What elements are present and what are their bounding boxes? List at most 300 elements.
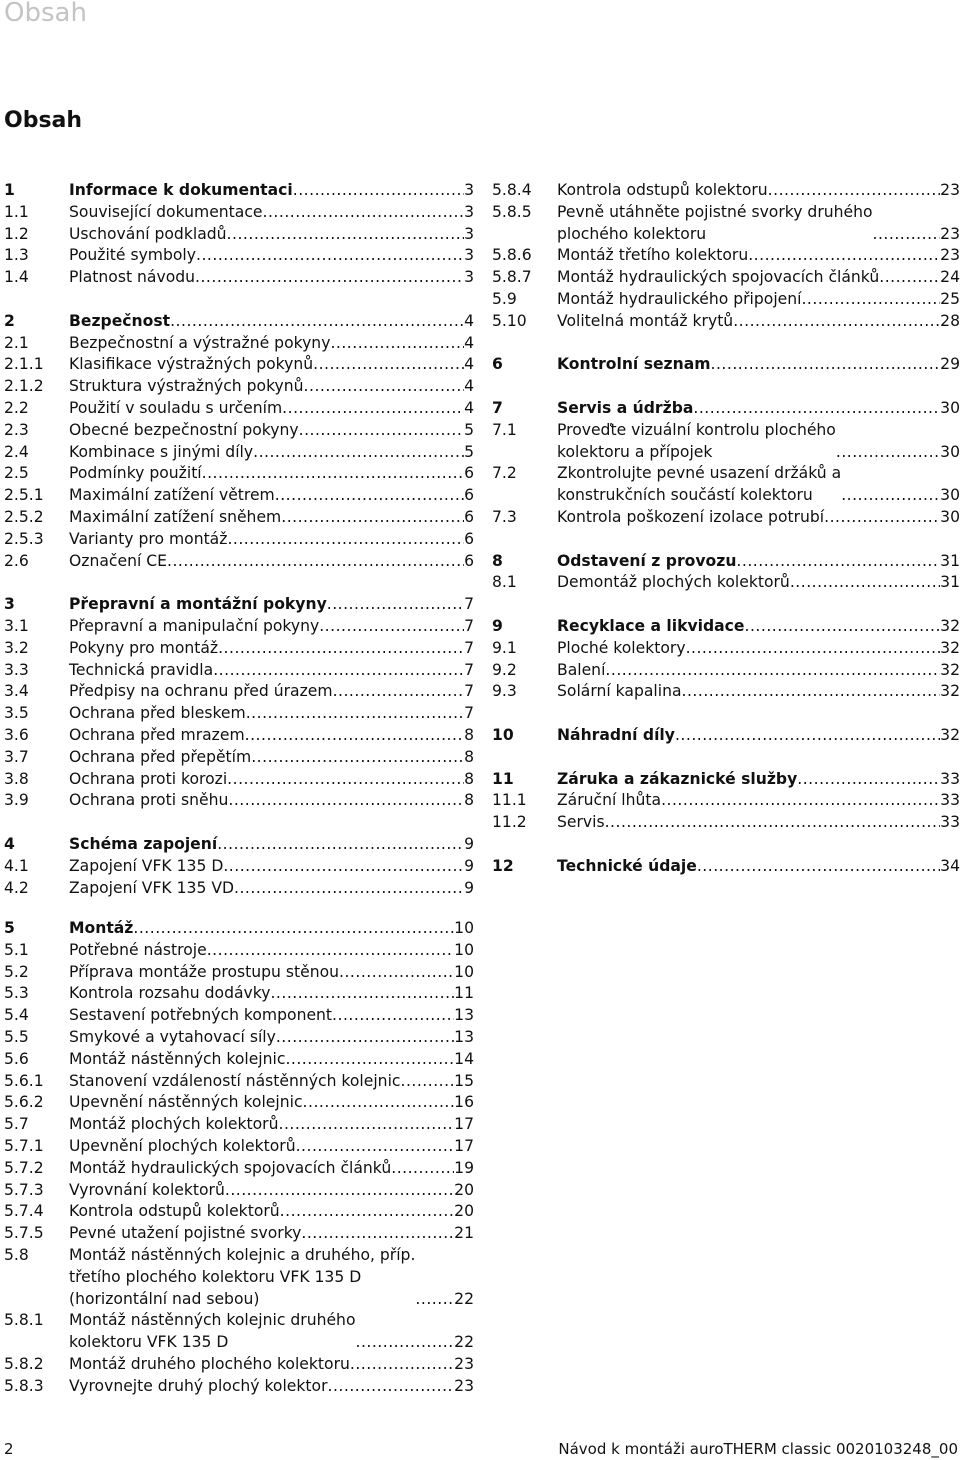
toc-entry[interactable]	[4, 616, 474, 638]
toc-entry-body	[69, 725, 474, 747]
toc-column-left-lower	[4, 918, 474, 1398]
toc-entry-number: 5.4	[4, 1006, 29, 1025]
toc-entry-body	[69, 1027, 474, 1049]
dot-leader	[313, 354, 464, 376]
toc-entry[interactable]	[4, 267, 474, 289]
toc-entry-page: 7	[464, 638, 474, 657]
toc-entry[interactable]	[492, 180, 960, 202]
toc-entry-title: Technické údaje	[557, 856, 697, 875]
toc-entry-number: 7	[492, 398, 503, 417]
toc-entry[interactable]	[4, 1136, 474, 1158]
toc-entry-page: 22	[454, 1333, 474, 1352]
toc-entry[interactable]	[4, 1201, 474, 1223]
toc-entry-number: 9.2	[492, 660, 517, 679]
dot-leader	[873, 224, 941, 246]
toc-entry-page: 6	[464, 529, 474, 548]
toc-entry-page: 10	[454, 940, 474, 959]
toc-entry-page: 23	[940, 181, 960, 199]
toc-entry-body	[557, 398, 960, 420]
toc-entry-page: 3	[464, 181, 474, 199]
toc-entry-number: 10	[492, 725, 514, 744]
toc-entry[interactable]	[4, 1114, 474, 1136]
toc-entry-title: Přepravní a manipulační pokyny	[69, 616, 320, 635]
dot-leader	[711, 354, 941, 376]
toc-entry[interactable]	[492, 572, 960, 594]
toc-entry-number: 2.3	[4, 420, 29, 439]
toc-entry-body	[69, 267, 474, 289]
toc-entry-number: 3	[4, 595, 15, 614]
toc-entry-number: 5.2	[4, 962, 29, 981]
toc-entry-number: 5.7.5	[4, 1224, 44, 1243]
toc-entry-number: 1.2	[4, 224, 29, 243]
dot-leader	[234, 878, 464, 900]
toc-entry-page: 29	[940, 355, 960, 374]
toc-entry-number: 1.4	[4, 268, 29, 287]
toc-entry-number: 5.8.2	[4, 1354, 44, 1373]
toc-entry-title: Zapojení VFK 135 D	[69, 856, 224, 875]
toc-entry-title: Ochrana před mrazem	[69, 725, 245, 744]
toc-entry-title: Montáž hydraulických spojovacích článků	[557, 268, 880, 287]
toc-entry-page: 9	[464, 834, 474, 853]
toc-entry[interactable]	[4, 962, 474, 984]
toc-entry-page: 8	[464, 791, 474, 810]
toc-entry-number: 2.5	[4, 464, 29, 483]
toc-entry-number: 2.5.3	[4, 529, 44, 548]
toc-entry-number: 5.5	[4, 1027, 29, 1046]
toc-entry-number: 2	[4, 311, 15, 330]
toc-entry[interactable]	[4, 442, 474, 464]
toc-entry-body	[69, 180, 474, 202]
toc-entry-number: 6	[492, 355, 503, 374]
toc-entry-body	[557, 311, 960, 333]
toc-entry-body	[557, 660, 960, 682]
toc-entry-title: Obecné bezpečnostní pokyny	[69, 420, 299, 439]
toc-entry-body	[557, 681, 960, 703]
toc-chapter-entry[interactable]	[492, 856, 960, 878]
toc-entry[interactable]	[4, 983, 474, 1005]
toc-entry-page: 9	[464, 878, 474, 897]
dot-leader	[296, 1136, 455, 1158]
toc-entry[interactable]	[4, 507, 474, 529]
toc-entry-title: Záruka a zákaznické služby	[557, 769, 798, 788]
toc-entry[interactable]	[4, 1376, 474, 1398]
toc-entry-page: 7	[464, 660, 474, 679]
toc-entry-number: 5.6.1	[4, 1071, 44, 1090]
toc-entry-page: 24	[940, 268, 960, 287]
toc-entry[interactable]	[4, 398, 474, 420]
toc-entry-title: Ochrana před přepětím	[69, 747, 252, 766]
toc-entry-title: Proveďte vizuální kontrolu plochého kolektoru a přípojek	[557, 420, 836, 461]
toc-entry-title: Servis	[557, 813, 605, 832]
dot-leader	[253, 442, 464, 464]
toc-entry-body	[69, 442, 474, 464]
toc-column-left	[4, 180, 474, 899]
toc-entry-title: Zapojení VFK 135 VD	[69, 878, 234, 897]
toc-entry[interactable]	[492, 245, 960, 267]
toc-chapter-entry[interactable]	[492, 398, 960, 420]
toc-entry[interactable]	[4, 1027, 474, 1049]
dot-leader	[733, 311, 940, 333]
dot-leader	[227, 769, 464, 791]
toc-entry-body	[69, 660, 474, 682]
toc-entry-number: 5.7	[4, 1115, 29, 1134]
toc-entry[interactable]	[4, 790, 474, 812]
toc-entry-page: 5	[464, 442, 474, 461]
toc-entry[interactable]	[4, 485, 474, 507]
toc-entry-title: Náhradní díly	[557, 725, 675, 744]
toc-entry-body	[69, 703, 474, 725]
toc-entry-body	[69, 398, 474, 420]
toc-entry-body	[69, 463, 474, 485]
toc-entry[interactable]	[492, 289, 960, 311]
toc-entry-number: 3.8	[4, 769, 29, 788]
toc-entry[interactable]	[4, 224, 474, 246]
dot-leader	[327, 594, 464, 616]
toc-entry-number: 5.7.1	[4, 1136, 44, 1155]
toc-entry-title: Kontrola rozsahu dodávky	[69, 984, 271, 1003]
toc-entry-page: 4	[464, 398, 474, 417]
toc-entry-number: 2.5.2	[4, 507, 44, 526]
toc-entry-title: Montáž	[69, 919, 134, 937]
toc-entry-page: 32	[940, 725, 960, 744]
toc-entry-body	[69, 983, 474, 1005]
toc-entry-page: 31	[940, 551, 960, 570]
toc-entry-body	[69, 1049, 474, 1071]
toc-entry-title: Technická pravidla	[69, 660, 214, 679]
toc-entry-page: 14	[454, 1049, 474, 1068]
toc-entry-body	[557, 245, 960, 267]
toc-entry-body	[69, 962, 474, 984]
toc-entry[interactable]	[4, 354, 474, 376]
toc-entry-title: Servis a údržba	[557, 398, 694, 417]
dot-leader	[697, 856, 940, 878]
toc-entry-body	[69, 529, 474, 551]
dot-leader	[391, 1158, 454, 1180]
toc-entry-number: 2.1.1	[4, 355, 44, 374]
toc-entry-body	[69, 856, 474, 878]
toc-entry[interactable]	[4, 703, 474, 725]
toc-entry-title: Uschování podkladů	[69, 224, 227, 243]
toc-entry-number: 7.2	[492, 464, 517, 483]
toc-entry-page: 33	[940, 813, 960, 832]
dot-leader	[304, 376, 465, 398]
toc-entry-body	[557, 507, 960, 529]
toc-entry[interactable]	[4, 747, 474, 769]
toc-entry-title: Upevnění nástěnných kolejnic	[69, 1093, 303, 1112]
toc-entry-number: 5.6.2	[4, 1093, 44, 1112]
toc-entry-number: 3.5	[4, 704, 29, 723]
toc-entry[interactable]	[492, 660, 960, 682]
dot-leader	[748, 245, 940, 267]
toc-entry-body	[69, 1158, 474, 1180]
toc-entry[interactable]	[4, 878, 474, 900]
toc-entry-page: 30	[940, 486, 960, 505]
toc-entry-title: Volitelná montáž krytů	[557, 311, 734, 330]
toc-entry-number: 5.8.3	[4, 1376, 44, 1395]
toc-entry-number: 1.1	[4, 202, 29, 221]
toc-entry-title: Recyklace a likvidace	[557, 616, 745, 635]
toc-entry[interactable]	[4, 681, 474, 703]
toc-entry-title: Kontrola poškození izolace potrubí	[557, 507, 825, 526]
toc-entry-title: Maximální zatížení sněhem	[69, 507, 282, 526]
toc-entry-number: 5.8	[4, 1245, 29, 1264]
toc-entry-body	[557, 616, 960, 638]
toc-entry-title: Bezpečnost	[69, 311, 171, 330]
toc-entry-number: 3.3	[4, 660, 29, 679]
toc-entry-page: 4	[464, 311, 474, 330]
toc-entry[interactable]	[4, 1180, 474, 1202]
toc-entry[interactable]	[4, 551, 474, 573]
toc-chapter-entry[interactable]	[492, 725, 960, 747]
toc-entry-body	[69, 1071, 474, 1093]
toc-entry[interactable]	[4, 1049, 474, 1071]
dot-leader	[218, 638, 464, 660]
toc-entry-page: 23	[454, 1376, 474, 1395]
toc-entry-body	[69, 202, 474, 224]
dot-leader	[282, 398, 464, 420]
toc-entry-body	[69, 1245, 474, 1310]
dot-leader	[227, 529, 464, 551]
toc-entry-body	[69, 507, 474, 529]
dot-leader	[246, 703, 464, 725]
toc-entry[interactable]	[4, 1245, 474, 1310]
toc-entry-number: 8	[492, 551, 503, 570]
toc-entry-number: 5.10	[492, 311, 527, 330]
toc-entry-body	[557, 856, 960, 878]
toc-chapter-entry[interactable]	[4, 834, 474, 856]
toc-entry-title: Ochrana před bleskem	[69, 704, 246, 723]
toc-entry[interactable]	[492, 812, 960, 834]
toc-entry-title: Montáž hydraulických spojovacích článků	[69, 1158, 392, 1177]
toc-entry[interactable]	[4, 1005, 474, 1027]
dot-leader	[675, 725, 940, 747]
toc-entry-title: Montáž nástěnných kolejnic	[69, 1049, 286, 1068]
toc-entry-number: 3.6	[4, 725, 29, 744]
toc-entry-title: Smykové a vytahovací síly	[69, 1027, 276, 1046]
toc-entry-title: Související dokumentace	[69, 202, 263, 221]
toc-entry[interactable]	[4, 1223, 474, 1245]
toc-entry-title: Montáž hydraulického připojení	[557, 289, 802, 308]
toc-entry-title: Schéma zapojení	[69, 834, 218, 853]
toc-entry[interactable]	[4, 529, 474, 551]
dot-leader	[768, 180, 940, 202]
toc-chapter-entry[interactable]	[4, 180, 474, 202]
toc-entry-page: 22	[454, 1289, 474, 1308]
toc-entry-number: 7.1	[492, 420, 517, 439]
toc-chapter-entry[interactable]	[4, 311, 474, 333]
toc-entry-title: Vyrovnání kolektorů	[69, 1180, 225, 1199]
dot-leader	[270, 983, 454, 1005]
toc-entry-title: Solární kapalina	[557, 682, 682, 701]
dot-leader	[293, 180, 464, 202]
toc-entry-body	[69, 834, 474, 856]
toc-entry-body	[69, 420, 474, 442]
dot-leader	[661, 790, 940, 812]
toc-entry[interactable]	[492, 507, 960, 529]
toc-entry-body	[557, 289, 960, 311]
dot-leader	[225, 1180, 454, 1202]
toc-entry[interactable]	[4, 420, 474, 442]
toc-entry-page: 4	[464, 333, 474, 352]
toc-entry[interactable]	[4, 660, 474, 682]
toc-entry[interactable]	[4, 1354, 474, 1376]
toc-entry[interactable]	[4, 638, 474, 660]
toc-entry-title: Ploché kolektory	[557, 638, 686, 657]
toc-entry[interactable]	[4, 856, 474, 878]
dot-leader	[605, 812, 941, 834]
toc-chapter-entry[interactable]	[4, 918, 474, 940]
toc-entry-number: 4	[4, 834, 15, 853]
toc-entry-title: Pokyny pro montáž	[69, 638, 219, 657]
dot-leader	[328, 1376, 455, 1398]
toc-entry-number: 9.1	[492, 638, 517, 657]
toc-entry-body	[557, 420, 960, 464]
toc-entry-page: 7	[464, 595, 474, 614]
toc-entry-body	[557, 769, 960, 791]
toc-entry[interactable]	[492, 463, 960, 507]
toc-entry-body	[69, 747, 474, 769]
toc-entry-number: 5.9	[492, 289, 517, 308]
toc-entry-number: 5.7.3	[4, 1180, 44, 1199]
toc-entry-number: 5.7.4	[4, 1202, 44, 1221]
toc-entry-title: Bezpečnostní a výstražné pokyny	[69, 333, 331, 352]
toc-entry-title: Stanovení vzdáleností nástěnných kolejnic	[69, 1071, 401, 1090]
toc-entry-body	[69, 1201, 474, 1223]
dot-leader	[686, 638, 941, 660]
toc-entry-title: Balení	[557, 660, 606, 679]
toc-entry-number: 5.3	[4, 984, 29, 1003]
toc-entry-title: Příprava montáže prostupu stěnou	[69, 962, 340, 981]
toc-entry[interactable]	[4, 1071, 474, 1093]
toc-entry[interactable]	[4, 463, 474, 485]
toc-entry[interactable]	[4, 1158, 474, 1180]
toc-entry[interactable]	[492, 311, 960, 333]
toc-chapter-entry[interactable]	[4, 594, 474, 616]
toc-entry-number: 11.1	[492, 791, 527, 810]
toc-entry-page: 23	[940, 246, 960, 265]
toc-entry-number: 3.9	[4, 791, 29, 810]
toc-entry-title: Demontáž plochých kolektorů	[557, 573, 790, 592]
toc-entry[interactable]	[492, 790, 960, 812]
toc-entry[interactable]	[492, 638, 960, 660]
toc-entry-body	[69, 485, 474, 507]
dot-leader	[605, 660, 940, 682]
dot-leader	[350, 1354, 454, 1376]
toc-entry-page: 3	[464, 202, 474, 221]
toc-entry-title: Klasifikace výstražných pokynů	[69, 355, 314, 374]
toc-entry-body	[69, 681, 474, 703]
toc-entry-number: 1	[4, 181, 15, 199]
toc-entry-page: 4	[464, 355, 474, 374]
toc-entry-number: 2.6	[4, 551, 29, 570]
toc-entry-page: 33	[940, 769, 960, 788]
dot-leader	[879, 267, 940, 289]
toc-chapter-entry[interactable]	[492, 769, 960, 791]
running-head: Obsah	[4, 0, 87, 28]
dot-leader	[299, 420, 464, 442]
toc-entry-page: 6	[464, 464, 474, 483]
toc-entry-title: Montáž nástěnných kolejnic druhého kolektoru VFK 135 D	[69, 1311, 356, 1352]
toc-entry-title: Vyrovnejte druhý plochý kolektor	[69, 1376, 328, 1395]
toc-chapter-entry[interactable]	[492, 616, 960, 638]
toc-entry-body	[557, 354, 960, 376]
toc-entry-number: 5.8.6	[492, 246, 532, 265]
toc-entry-body	[69, 376, 474, 398]
toc-entry[interactable]	[492, 420, 960, 464]
dot-leader	[207, 940, 454, 962]
toc-entry-body	[69, 224, 474, 246]
toc-entry-body	[69, 1005, 474, 1027]
toc-entry-title: Přepravní a montážní pokyny	[69, 595, 327, 614]
toc-entry-page: 13	[454, 1006, 474, 1025]
toc-entry-page: 9	[464, 856, 474, 875]
toc-entry[interactable]	[4, 376, 474, 398]
toc-entry[interactable]	[4, 333, 474, 355]
toc-entry[interactable]	[4, 769, 474, 791]
toc-entry-number: 8.1	[492, 573, 517, 592]
toc-entry[interactable]	[4, 202, 474, 224]
dot-leader	[196, 245, 464, 267]
toc-entry[interactable]	[4, 725, 474, 747]
toc-chapter-entry[interactable]	[492, 354, 960, 376]
toc-entry-body	[69, 594, 474, 616]
toc-entry-number: 5.7.2	[4, 1158, 44, 1177]
toc-entry-body	[69, 1114, 474, 1136]
toc-entry-title: Pevné utažení pojistné svorky	[69, 1224, 302, 1243]
toc-entry[interactable]	[492, 681, 960, 703]
toc-entry[interactable]	[4, 940, 474, 962]
toc-entry-body	[69, 1354, 474, 1376]
toc-entry-body	[69, 1223, 474, 1245]
footer-document-info: Návod k montáži auroTHERM classic 0020103248_00	[558, 1440, 958, 1458]
toc-entry-body	[69, 638, 474, 660]
toc-entry-title: Ochrana proti korozi	[69, 769, 228, 788]
toc-entry[interactable]	[4, 1310, 474, 1354]
toc-entry-page: 6	[464, 551, 474, 570]
toc-entry-page: 30	[940, 398, 960, 417]
toc-entry-title: Záruční lhůta	[557, 791, 662, 810]
toc-entry[interactable]	[492, 267, 960, 289]
toc-entry-body	[557, 180, 960, 202]
toc-entry-body	[69, 245, 474, 267]
dot-leader	[303, 1092, 455, 1114]
toc-entry-body	[69, 940, 474, 962]
dot-leader	[275, 485, 464, 507]
dot-leader	[319, 616, 464, 638]
dot-leader	[415, 1289, 454, 1311]
dot-leader	[682, 681, 941, 703]
toc-entry[interactable]	[492, 202, 960, 246]
toc-entry-title: Varianty pro montáž	[69, 529, 228, 548]
toc-entry-title: Maximální zatížení větrem	[69, 486, 275, 505]
toc-chapter-entry[interactable]	[492, 551, 960, 573]
toc-entry-page: 7	[464, 704, 474, 723]
toc-entry-number: 5.8.5	[492, 202, 532, 221]
toc-entry[interactable]	[4, 1092, 474, 1114]
toc-entry-page: 5	[464, 420, 474, 439]
toc-entry-title: Pevně utáhněte pojistné svorky druhého plochého kolektoru	[557, 202, 873, 243]
dot-leader	[202, 463, 464, 485]
toc-entry-page: 8	[464, 725, 474, 744]
toc-entry-number: 2.4	[4, 442, 29, 461]
toc-entry-title: Odstavení z provozu	[557, 551, 737, 570]
toc-entry-body	[69, 769, 474, 791]
toc-entry-body	[557, 638, 960, 660]
toc-entry-title: Podmínky použití	[69, 464, 202, 483]
toc-entry[interactable]	[4, 245, 474, 267]
toc-entry-number: 5	[4, 919, 15, 937]
dot-leader	[836, 442, 940, 464]
